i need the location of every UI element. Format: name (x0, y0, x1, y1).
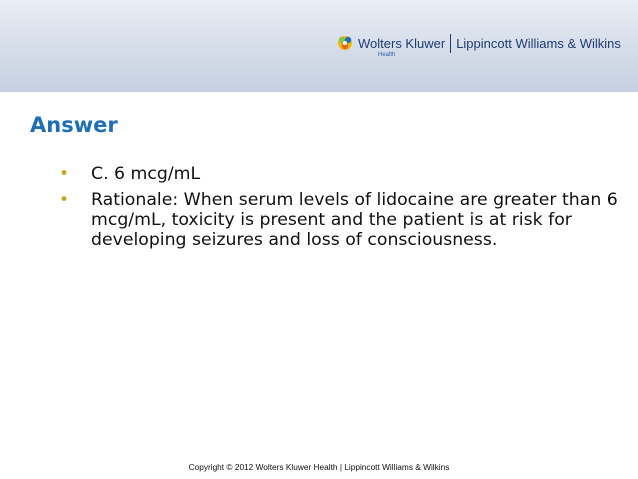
bullet-text: Rationale: When serum levels of lidocaine are greater than 6 mcg/mL, toxicity is present and the patient is at risk for developing seizures and loss of consciousness. (91, 190, 618, 250)
brand-health-label: Health (378, 52, 396, 58)
bullet-list (58, 164, 626, 256)
brand-wolters-kluwer: Wolters Kluwer (358, 35, 446, 51)
bullet-marker: • (59, 190, 70, 210)
bullet-item (58, 190, 626, 250)
brand-divider (450, 34, 451, 53)
brand-lippincott: Lippincott Williams & Wilkins (456, 35, 621, 51)
slide-title: Answer (30, 113, 118, 137)
publisher-logo (337, 34, 621, 64)
bullet-text: C. 6 mcg/mL (91, 164, 201, 184)
bullet-item (58, 164, 626, 184)
bullet-marker: • (59, 164, 70, 184)
wolters-kluwer-logo-icon (337, 35, 353, 51)
copyright-footer: Copyright © 2012 Wolters Kluwer Health | Lippincott Williams & Wilkins (188, 462, 450, 472)
